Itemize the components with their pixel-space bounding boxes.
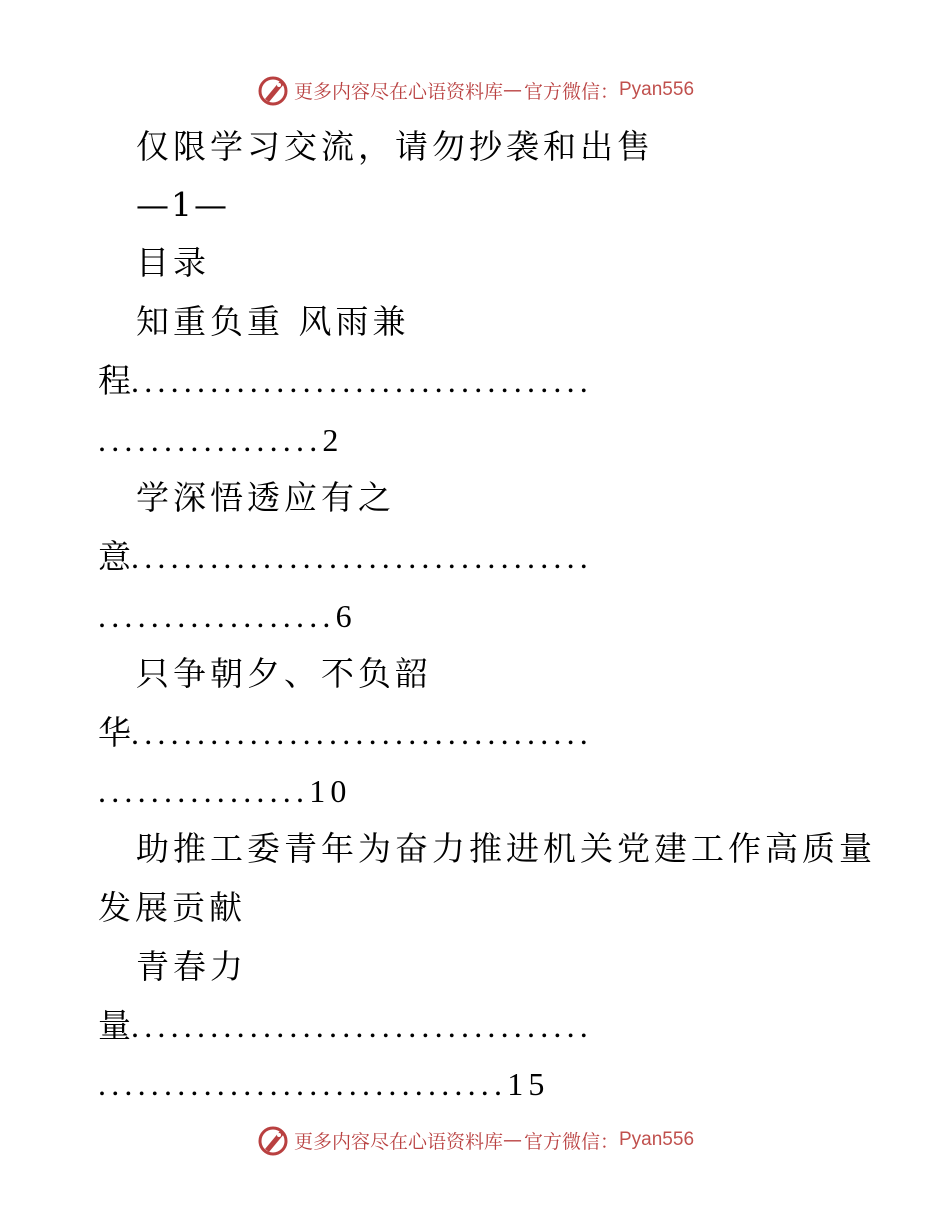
toc-entry-1-dots: .................2: [98, 422, 344, 458]
watermark-wechat-label: 官方微信：: [523, 80, 619, 103]
watermark-text: 更多内容尽在心语资料库: [293, 80, 503, 103]
watermark-wechat-label: 官方微信：: [523, 1130, 619, 1153]
watermark-separator: —: [502, 79, 522, 101]
toc-entry-3-title: 只争朝夕、不负韶: [136, 654, 432, 693]
toc-entry-1-leader: 程...................................: [98, 361, 593, 400]
toc-heading: 目录: [136, 243, 210, 282]
toc-entry-2-dots: ..................6: [98, 598, 357, 634]
toc-entry-3-title-end: 华: [98, 713, 131, 752]
toc-entry-1-title: 知重负重 风雨兼: [136, 302, 410, 341]
watermark-text: 更多内容尽在心语资料库: [293, 1130, 503, 1153]
toc-entry-3-page: 10: [309, 773, 352, 809]
watermark-separator: —: [502, 1129, 522, 1151]
toc-entry-3-leader: 华...................................: [98, 713, 593, 752]
toc-entry-4-title-cont2: 青春力: [136, 947, 247, 986]
toc-entry-2-leader: 意...................................: [98, 537, 593, 576]
toc-entry-2-title: 学深悟透应有之: [136, 478, 395, 517]
toc-entry-4-page: 15: [507, 1066, 550, 1102]
pen-logo-icon: [256, 73, 290, 107]
toc-entry-4-dots: ...............................15: [98, 1066, 550, 1102]
page-number: —1—: [136, 185, 229, 224]
toc-entry-2-title-end: 意: [98, 537, 131, 576]
toc-entry-4-title-end: 量: [98, 1006, 131, 1045]
watermark-banner-top: [0, 70, 950, 110]
watermark-wechat-id: Pyan556: [619, 79, 695, 100]
notice-text: 仅限学习交流，请勿抄袭和出售: [136, 127, 654, 166]
pen-logo-icon: [256, 1123, 290, 1157]
toc-entry-4-title-cont: 发展贡献: [98, 888, 246, 927]
toc-entry-3-dots: ................10: [98, 773, 352, 809]
toc-entry-1-title-end: 程: [98, 361, 131, 400]
toc-entry-4-title: 助推工委青年为奋力推进机关党建工作高质量: [136, 829, 876, 868]
toc-entry-2-page: 6: [335, 598, 357, 634]
toc-entry-1-page: 2: [322, 422, 344, 458]
toc-entry-4-leader: 量...................................: [98, 1006, 593, 1045]
watermark-banner-bottom: [0, 1120, 950, 1160]
watermark-wechat-id: Pyan556: [619, 1129, 695, 1150]
